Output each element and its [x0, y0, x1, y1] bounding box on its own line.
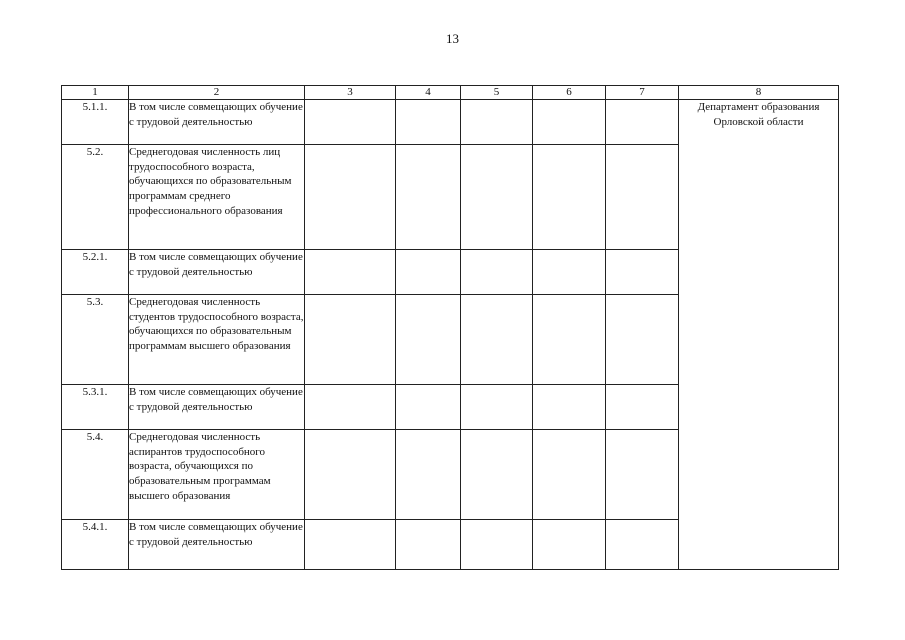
responsible-department: Департамент образования Орловской области — [679, 100, 839, 570]
header-col-6: 6 — [533, 86, 606, 100]
row-number: 5.2.1. — [62, 250, 129, 295]
header-col-4: 4 — [396, 86, 461, 100]
cell-col-4 — [396, 295, 461, 385]
row-indicator-name: В том числе совмещающих обучение с трудовой деятельностью — [129, 385, 305, 430]
cell-col-4 — [396, 100, 461, 145]
row-number: 5.4.1. — [62, 520, 129, 570]
cell-col-7 — [606, 100, 679, 145]
cell-col-3 — [305, 145, 396, 250]
header-col-3: 3 — [305, 86, 396, 100]
cell-col-4 — [396, 430, 461, 520]
row-indicator-name: Среднегодовая численность лиц трудоспособного возраста, обучающихся по образовательным программам среднего профессионального образования — [129, 145, 305, 250]
cell-col-3 — [305, 520, 396, 570]
cell-col-7 — [606, 295, 679, 385]
cell-col-3 — [305, 250, 396, 295]
row-indicator-name: Среднегодовая численность аспирантов трудоспособного возраста, обучающихся по образовательным программам высшего образования — [129, 430, 305, 520]
cell-col-6 — [533, 145, 606, 250]
header-col-5: 5 — [461, 86, 533, 100]
cell-col-3 — [305, 100, 396, 145]
cell-col-5 — [461, 145, 533, 250]
cell-col-5 — [461, 100, 533, 145]
cell-col-3 — [305, 295, 396, 385]
cell-col-6 — [533, 250, 606, 295]
cell-col-6 — [533, 385, 606, 430]
cell-col-6 — [533, 295, 606, 385]
header-col-2: 2 — [129, 86, 305, 100]
cell-col-7 — [606, 430, 679, 520]
cell-col-7 — [606, 520, 679, 570]
indicators-table — [61, 85, 839, 570]
cell-col-5 — [461, 430, 533, 520]
cell-col-6 — [533, 100, 606, 145]
page-number: 13 — [446, 31, 459, 46]
row-number: 5.3.1. — [62, 385, 129, 430]
cell-col-7 — [606, 250, 679, 295]
cell-col-3 — [305, 385, 396, 430]
cell-col-6 — [533, 520, 606, 570]
cell-col-5 — [461, 520, 533, 570]
table-row — [62, 100, 839, 145]
header-col-1: 1 — [62, 86, 129, 100]
header-col-7: 7 — [606, 86, 679, 100]
row-indicator-name: В том числе совмещающих обучение с трудовой деятельностью — [129, 250, 305, 295]
row-number: 5.4. — [62, 430, 129, 520]
row-number: 5.3. — [62, 295, 129, 385]
cell-col-4 — [396, 250, 461, 295]
cell-col-4 — [396, 385, 461, 430]
header-col-8: 8 — [679, 86, 839, 100]
cell-col-7 — [606, 145, 679, 250]
cell-col-4 — [396, 145, 461, 250]
row-indicator-name: В том числе совмещающих обучение с трудовой деятельностью — [129, 520, 305, 570]
cell-col-7 — [606, 385, 679, 430]
header-row — [62, 86, 839, 100]
cell-col-4 — [396, 520, 461, 570]
row-number: 5.1.1. — [62, 100, 129, 145]
cell-col-6 — [533, 430, 606, 520]
row-indicator-name: Среднегодовая численность студентов трудоспособного возраста, обучающихся по образовательным программам высшего образования — [129, 295, 305, 385]
row-number: 5.2. — [62, 145, 129, 250]
cell-col-5 — [461, 250, 533, 295]
cell-col-5 — [461, 385, 533, 430]
cell-col-5 — [461, 295, 533, 385]
row-indicator-name: В том числе совмещающих обучение с трудовой деятельностью — [129, 100, 305, 145]
cell-col-3 — [305, 430, 396, 520]
